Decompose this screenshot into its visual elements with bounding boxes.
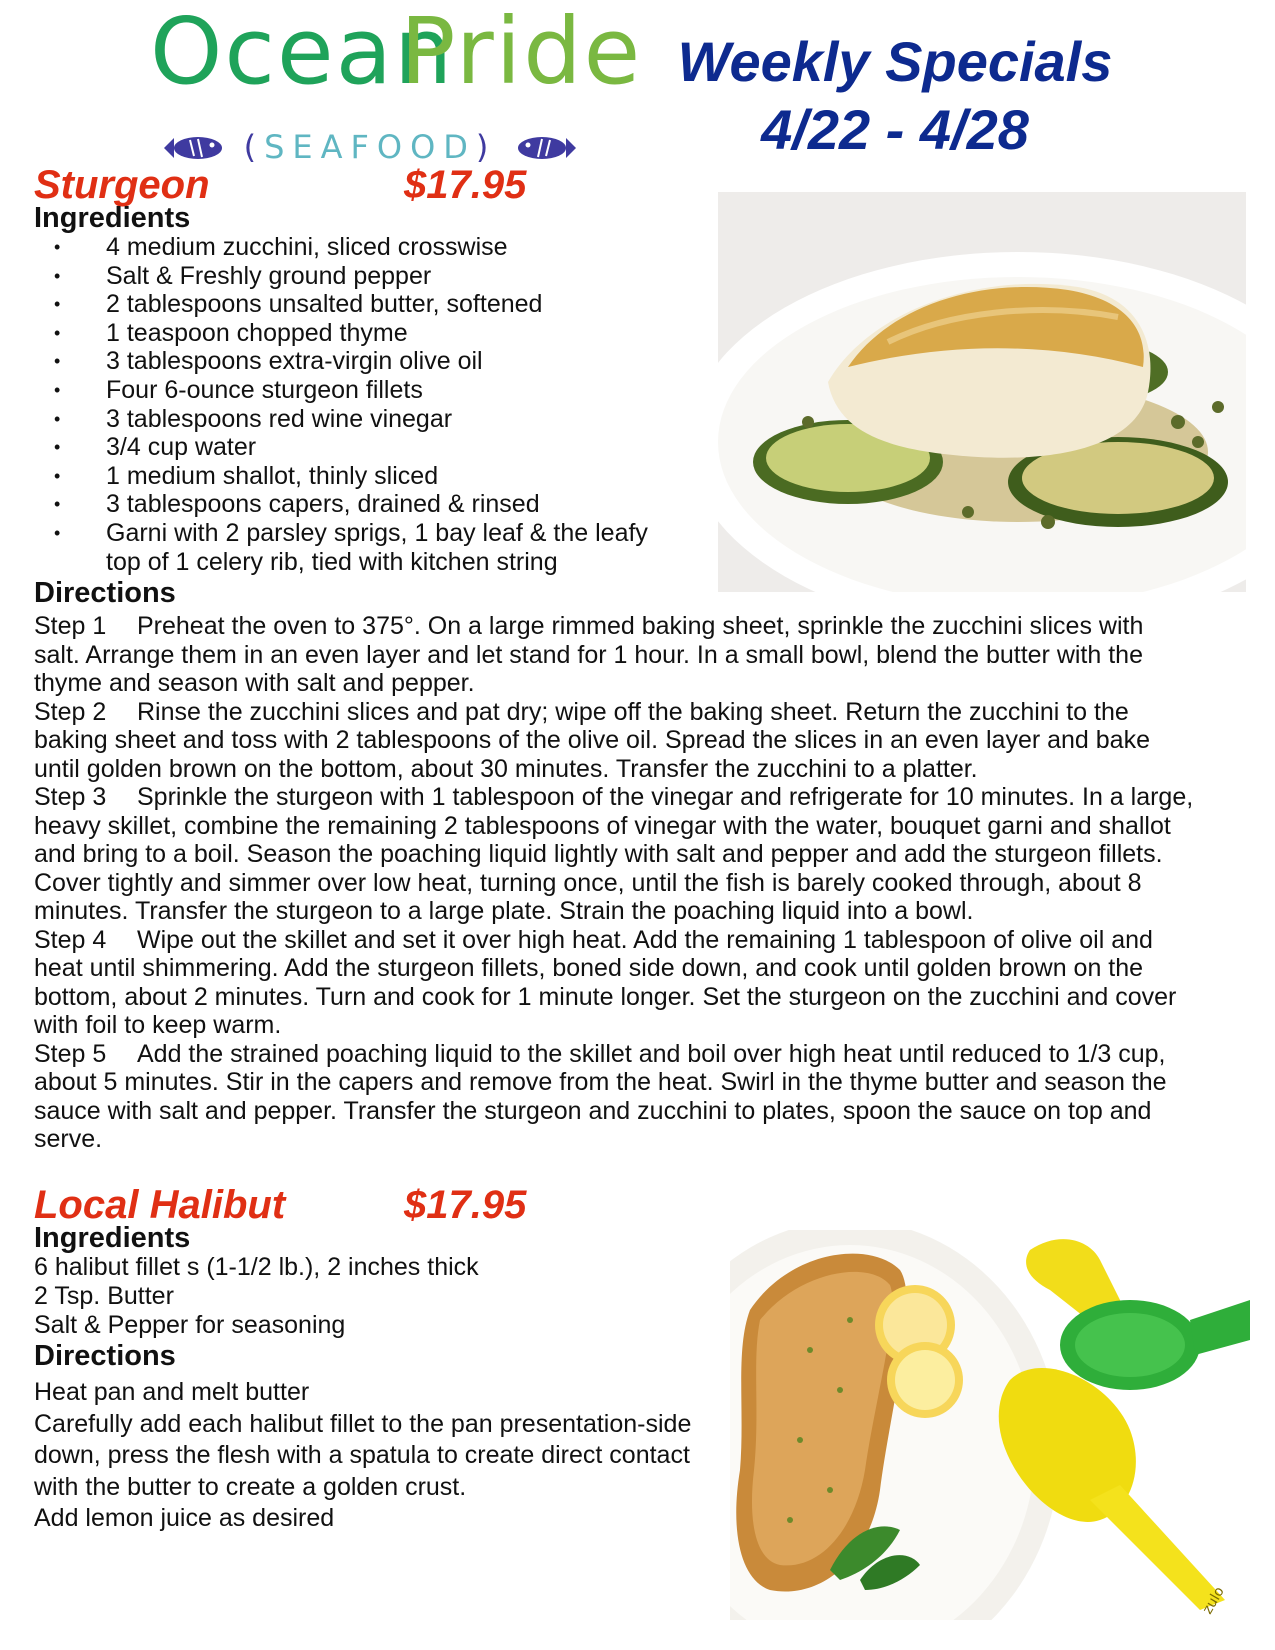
dish-name: Sturgeon bbox=[34, 163, 210, 207]
list-item: • Four 6-ounce sturgeon fillets bbox=[54, 376, 674, 405]
step-label: Step 5 bbox=[34, 1039, 107, 1068]
list-item: • 4 medium zucchini, sliced crosswise bbox=[54, 233, 674, 262]
ocean-pride-logo bbox=[150, 0, 643, 176]
weekly-specials-header bbox=[660, 28, 1130, 164]
step-text: Sprinkle the sturgeon with 1 tablespoon of the vinegar and refrigerate for 10 minutes. In a large, heavy skillet, combine the remaining 2 tablespoons of vinegar with the water, bouquet garni and shallot and bring to a boil. Season the poaching liquid lightly with salt and pepper and add the sturgeon fillets. Cover tightly and simmer over low heat, turning once, until the fish is barely cooked through, about 8 minutes. Transfer the sturgeon to a large plate. Strain the poaching liquid into a bowl. bbox=[34, 783, 1194, 925]
list-item: • 3/4 cup water bbox=[54, 433, 674, 462]
list-item: • Garni with 2 parsley sprigs, 1 bay leaf & the leafy top of 1 celery rib, tied with kitchen string bbox=[54, 519, 674, 576]
sturgeon-dish-photo bbox=[718, 192, 1246, 592]
halibut-directions bbox=[34, 1377, 694, 1535]
halibut-ingredient-list bbox=[34, 1253, 694, 1340]
step-text: Add the strained poaching liquid to the skillet and boil over high heat until reduced to 1/3 cup, about 5 minutes. Stir in the capers and remove from the heat. Swirl in the thyme butter and season the sauce with salt and pepper. Transfer the sturgeon and zucchini to plates, spoon the sauce on top and serve. bbox=[34, 1039, 1167, 1153]
sturgeon-ingredients-heading: Ingredients bbox=[34, 202, 191, 234]
list-item: • 1 medium shallot, thinly sliced bbox=[54, 462, 674, 491]
direction-step bbox=[34, 783, 1194, 926]
list-item: 2 Tsp. Butter bbox=[34, 1282, 174, 1310]
list-item: • Salt & Freshly ground pepper bbox=[54, 262, 674, 291]
step-text: Wipe out the skillet and set it over high heat. Add the remaining 1 tablespoon of olive oil and heat until shimmering. Add the sturgeon fillets, boned side down, and cook until golden brown on the bottom, about 2 minutes. Turn and cook for 1 minute longer. Set the sturgeon on the zucchini and cover with foil to keep warm. bbox=[34, 925, 1177, 1039]
halibut-dish-photo bbox=[730, 1230, 1250, 1620]
list-item: • 1 teaspoon chopped thyme bbox=[54, 319, 674, 348]
dish-price: $17.95 bbox=[404, 1183, 527, 1227]
sturgeon-ingredient-list bbox=[54, 233, 674, 576]
squeezer-brand-text: zulo bbox=[1199, 1584, 1228, 1617]
header-title: Weekly Specials bbox=[677, 30, 1113, 93]
direction-line: Carefully add each halibut fillet to the pan presentation-side down, press the flesh with a spatula to create direct contact with the butter to create a golden crust. bbox=[34, 1409, 692, 1501]
step-label: Step 3 bbox=[34, 783, 107, 811]
logo-tagline: ( SEAFOOD ) bbox=[230, 128, 510, 166]
dish-name: Local Halibut bbox=[34, 1183, 286, 1227]
direction-step bbox=[34, 612, 1194, 698]
direction-line: Heat pan and melt butter bbox=[34, 1378, 310, 1406]
direction-line: Add lemon juice as desired bbox=[34, 1504, 335, 1532]
sturgeon-directions-heading: Directions bbox=[34, 577, 176, 609]
logo-word-pride: Pride bbox=[400, 0, 643, 105]
list-item: • 3 tablespoons red wine vinegar bbox=[54, 405, 674, 434]
list-item: Salt & Pepper for seasoning bbox=[34, 1311, 346, 1339]
sturgeon-directions bbox=[34, 612, 1194, 1154]
halibut-directions-heading: Directions bbox=[34, 1340, 176, 1372]
sturgeon-heading bbox=[34, 163, 527, 207]
step-label: Step 4 bbox=[34, 925, 107, 954]
halibut-heading bbox=[34, 1183, 527, 1227]
direction-step bbox=[34, 1040, 1194, 1154]
step-text: Preheat the oven to 375°. On a large rimmed baking sheet, sprinkle the zucchini slices with salt. Arrange them in an even layer and let stand for 1 hour. In a small bowl, blend the butter with the thyme and season with salt and pepper. bbox=[34, 612, 1144, 697]
list-item: 6 halibut fillet s (1-1/2 lb.), 2 inches thick bbox=[34, 1253, 479, 1281]
logo-word-ocean: Ocean bbox=[150, 0, 455, 105]
fish-icon bbox=[510, 130, 580, 166]
step-text: Rinse the zucchini slices and pat dry; wipe off the baking sheet. Return the zucchini to the baking sheet and toss with 2 tablespoons of the olive oil. Spread the slices in an even layer and bake until golden brown on the bottom, about 30 minutes. Transfer the zucchini to a platter. bbox=[34, 697, 1150, 783]
direction-step bbox=[34, 926, 1194, 1040]
list-item: • 3 tablespoons capers, drained & rinsed bbox=[54, 490, 674, 519]
step-label: Step 2 bbox=[34, 697, 107, 726]
list-item: • 2 tablespoons unsalted butter, softened bbox=[54, 290, 674, 319]
direction-step bbox=[34, 698, 1194, 784]
header-dates: 4/22 - 4/28 bbox=[761, 98, 1029, 161]
list-item: • 3 tablespoons extra-virgin olive oil bbox=[54, 347, 674, 376]
dish-price: $17.95 bbox=[404, 163, 527, 207]
fish-icon bbox=[160, 130, 230, 166]
step-label: Step 1 bbox=[34, 612, 107, 640]
halibut-ingredients-heading: Ingredients bbox=[34, 1222, 191, 1254]
